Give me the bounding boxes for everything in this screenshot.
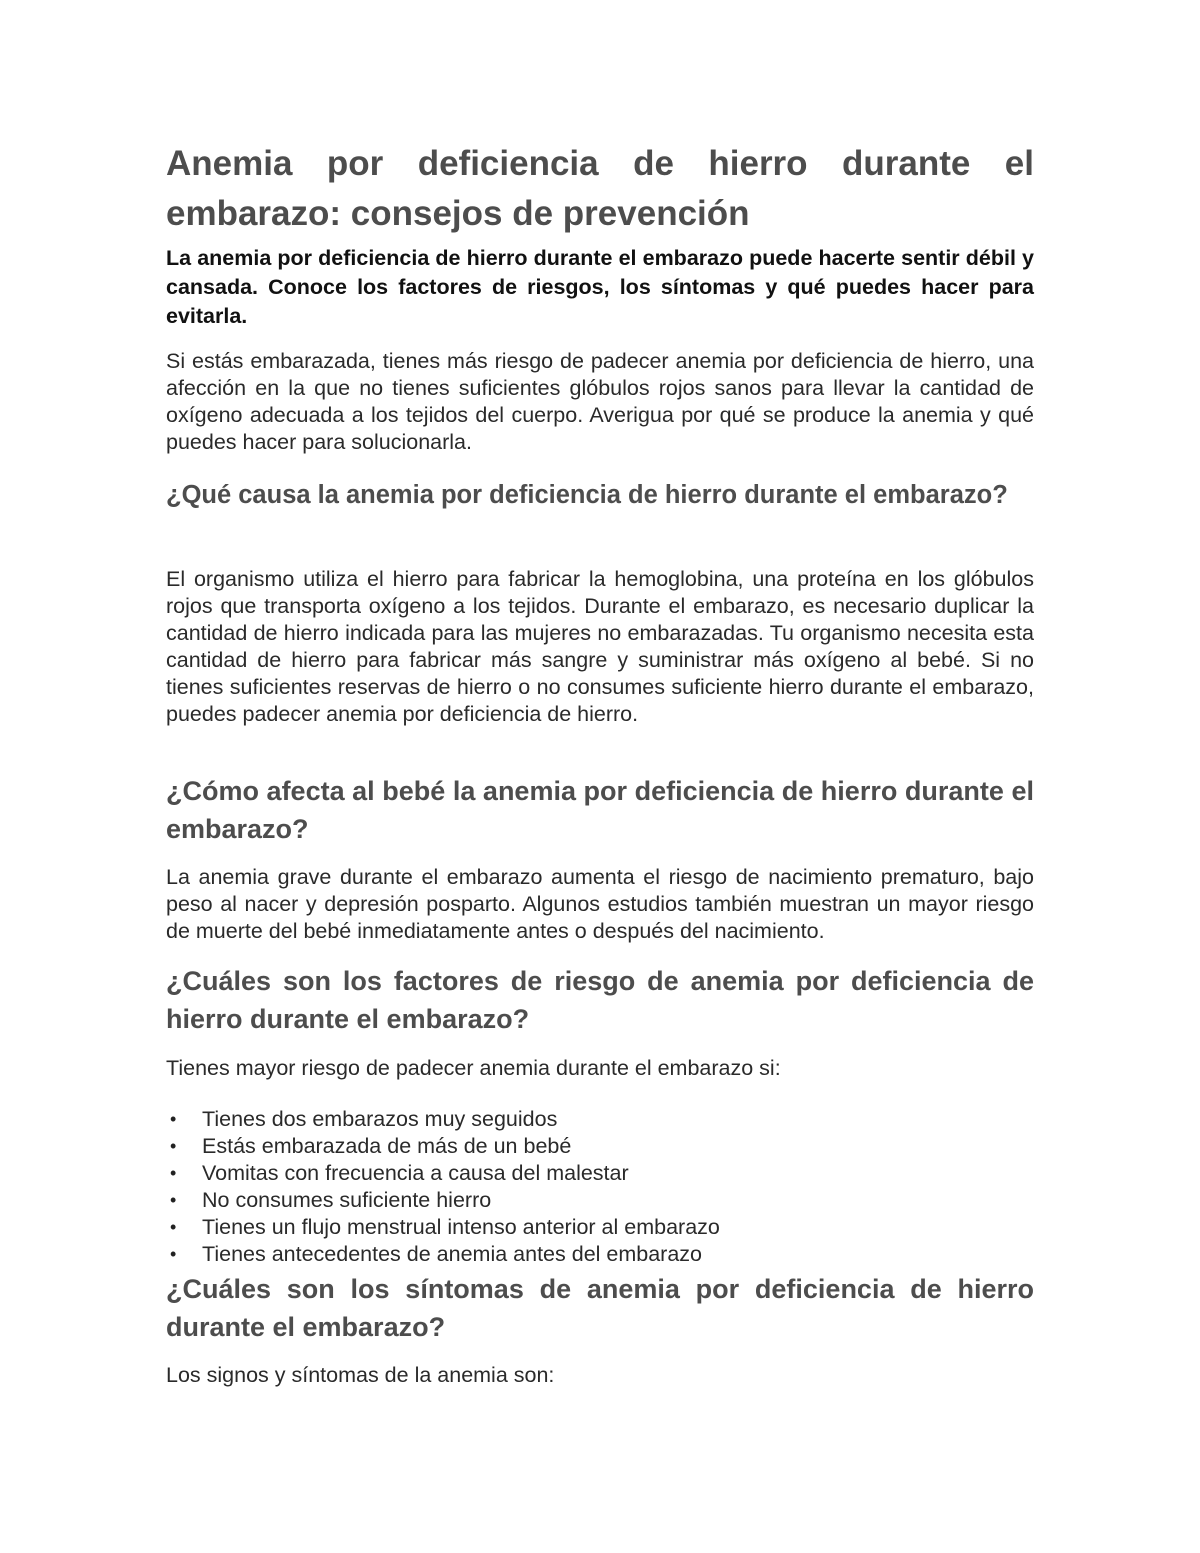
section-body-symptoms: Los signos y síntomas de la anemia son: — [166, 1363, 555, 1387]
section-heading-causes: ¿Qué causa la anemia por deficiencia de hierro durante el embarazo? — [166, 481, 1008, 509]
list-item — [166, 1160, 1034, 1187]
list-item-text: Estás embarazada de más de un bebé — [202, 1134, 572, 1158]
section-body-baby-effects: La anemia grave durante el embarazo aumenta el riesgo de nacimiento prematuro, bajo peso al nacer y depresión posparto. Algunos estudios también muestran un mayor riesgo de muerte del bebé inmediatamente antes o después del nacimiento. — [166, 865, 1034, 943]
bullet-icon: • — [170, 1217, 177, 1237]
lead-paragraph: La anemia por deficiencia de hierro durante el embarazo puede hacerte sentir débil y cansada. Conoce los factores de riesgos, los síntomas y qué puedes hacer para evitarla. — [166, 246, 1034, 328]
list-item-text: Vomitas con frecuencia a causa del malestar — [202, 1161, 629, 1185]
bullet-icon: • — [170, 1163, 177, 1183]
page-title: Anemia por deficiencia de hierro durante el embarazo: consejos de prevención — [166, 144, 1034, 233]
bullet-icon: • — [170, 1244, 177, 1264]
list-item-text: Tienes un flujo menstrual intenso anterior al embarazo — [202, 1215, 720, 1239]
list-item-text: Tienes dos embarazos muy seguidos — [202, 1107, 558, 1131]
bullet-icon: • — [170, 1190, 177, 1210]
intro-paragraph: Si estás embarazada, tienes más riesgo de padecer anemia por deficiencia de hierro, una afección en la que no tienes suficientes glóbulos rojos sanos para llevar la cantidad de oxígeno adecuada a los tejidos del cuerpo. Averigua por qué se produce la anemia y qué puedes hacer para solucionarla. — [166, 349, 1034, 454]
list-item-text: No consumes suficiente hierro — [202, 1188, 492, 1212]
bullet-icon: • — [170, 1109, 177, 1129]
list-item — [166, 1133, 1034, 1160]
list-item-text: Tienes antecedentes de anemia antes del embarazo — [202, 1242, 703, 1266]
list-item — [166, 1214, 1034, 1241]
section-heading-symptoms: ¿Cuáles son los síntomas de anemia por deficiencia de hierro durante el embarazo? — [166, 1274, 1034, 1342]
bullet-icon: • — [170, 1136, 177, 1156]
section-heading-baby-effects: ¿Cómo afecta al bebé la anemia por deficiencia de hierro durante el embarazo? — [166, 776, 1034, 844]
list-item — [166, 1106, 1034, 1133]
list-item — [166, 1241, 1034, 1268]
section-body-causes: El organismo utiliza el hierro para fabricar la hemoglobina, una proteína en los glóbulos rojos que transporta oxígeno a los tejidos. Durante el embarazo, es necesario duplicar la cantidad de hierro indicada para las mujeres no embarazadas. Tu organismo necesita esta cantidad de hierro para fabricar más sangre y suministrar más oxígeno al bebé. Si no tienes suficientes reservas de hierro o no consumes suficiente hierro durante el embarazo, puedes padecer anemia por deficiencia de hierro. — [166, 567, 1034, 726]
section-heading-risk-factors: ¿Cuáles son los factores de riesgo de anemia por deficiencia de hierro durante el embarazo? — [166, 966, 1034, 1034]
list-item — [166, 1187, 1034, 1214]
risk-factors-list — [166, 1106, 1034, 1268]
section-body-risk-factors: Tienes mayor riesgo de padecer anemia durante el embarazo si: — [166, 1056, 781, 1080]
